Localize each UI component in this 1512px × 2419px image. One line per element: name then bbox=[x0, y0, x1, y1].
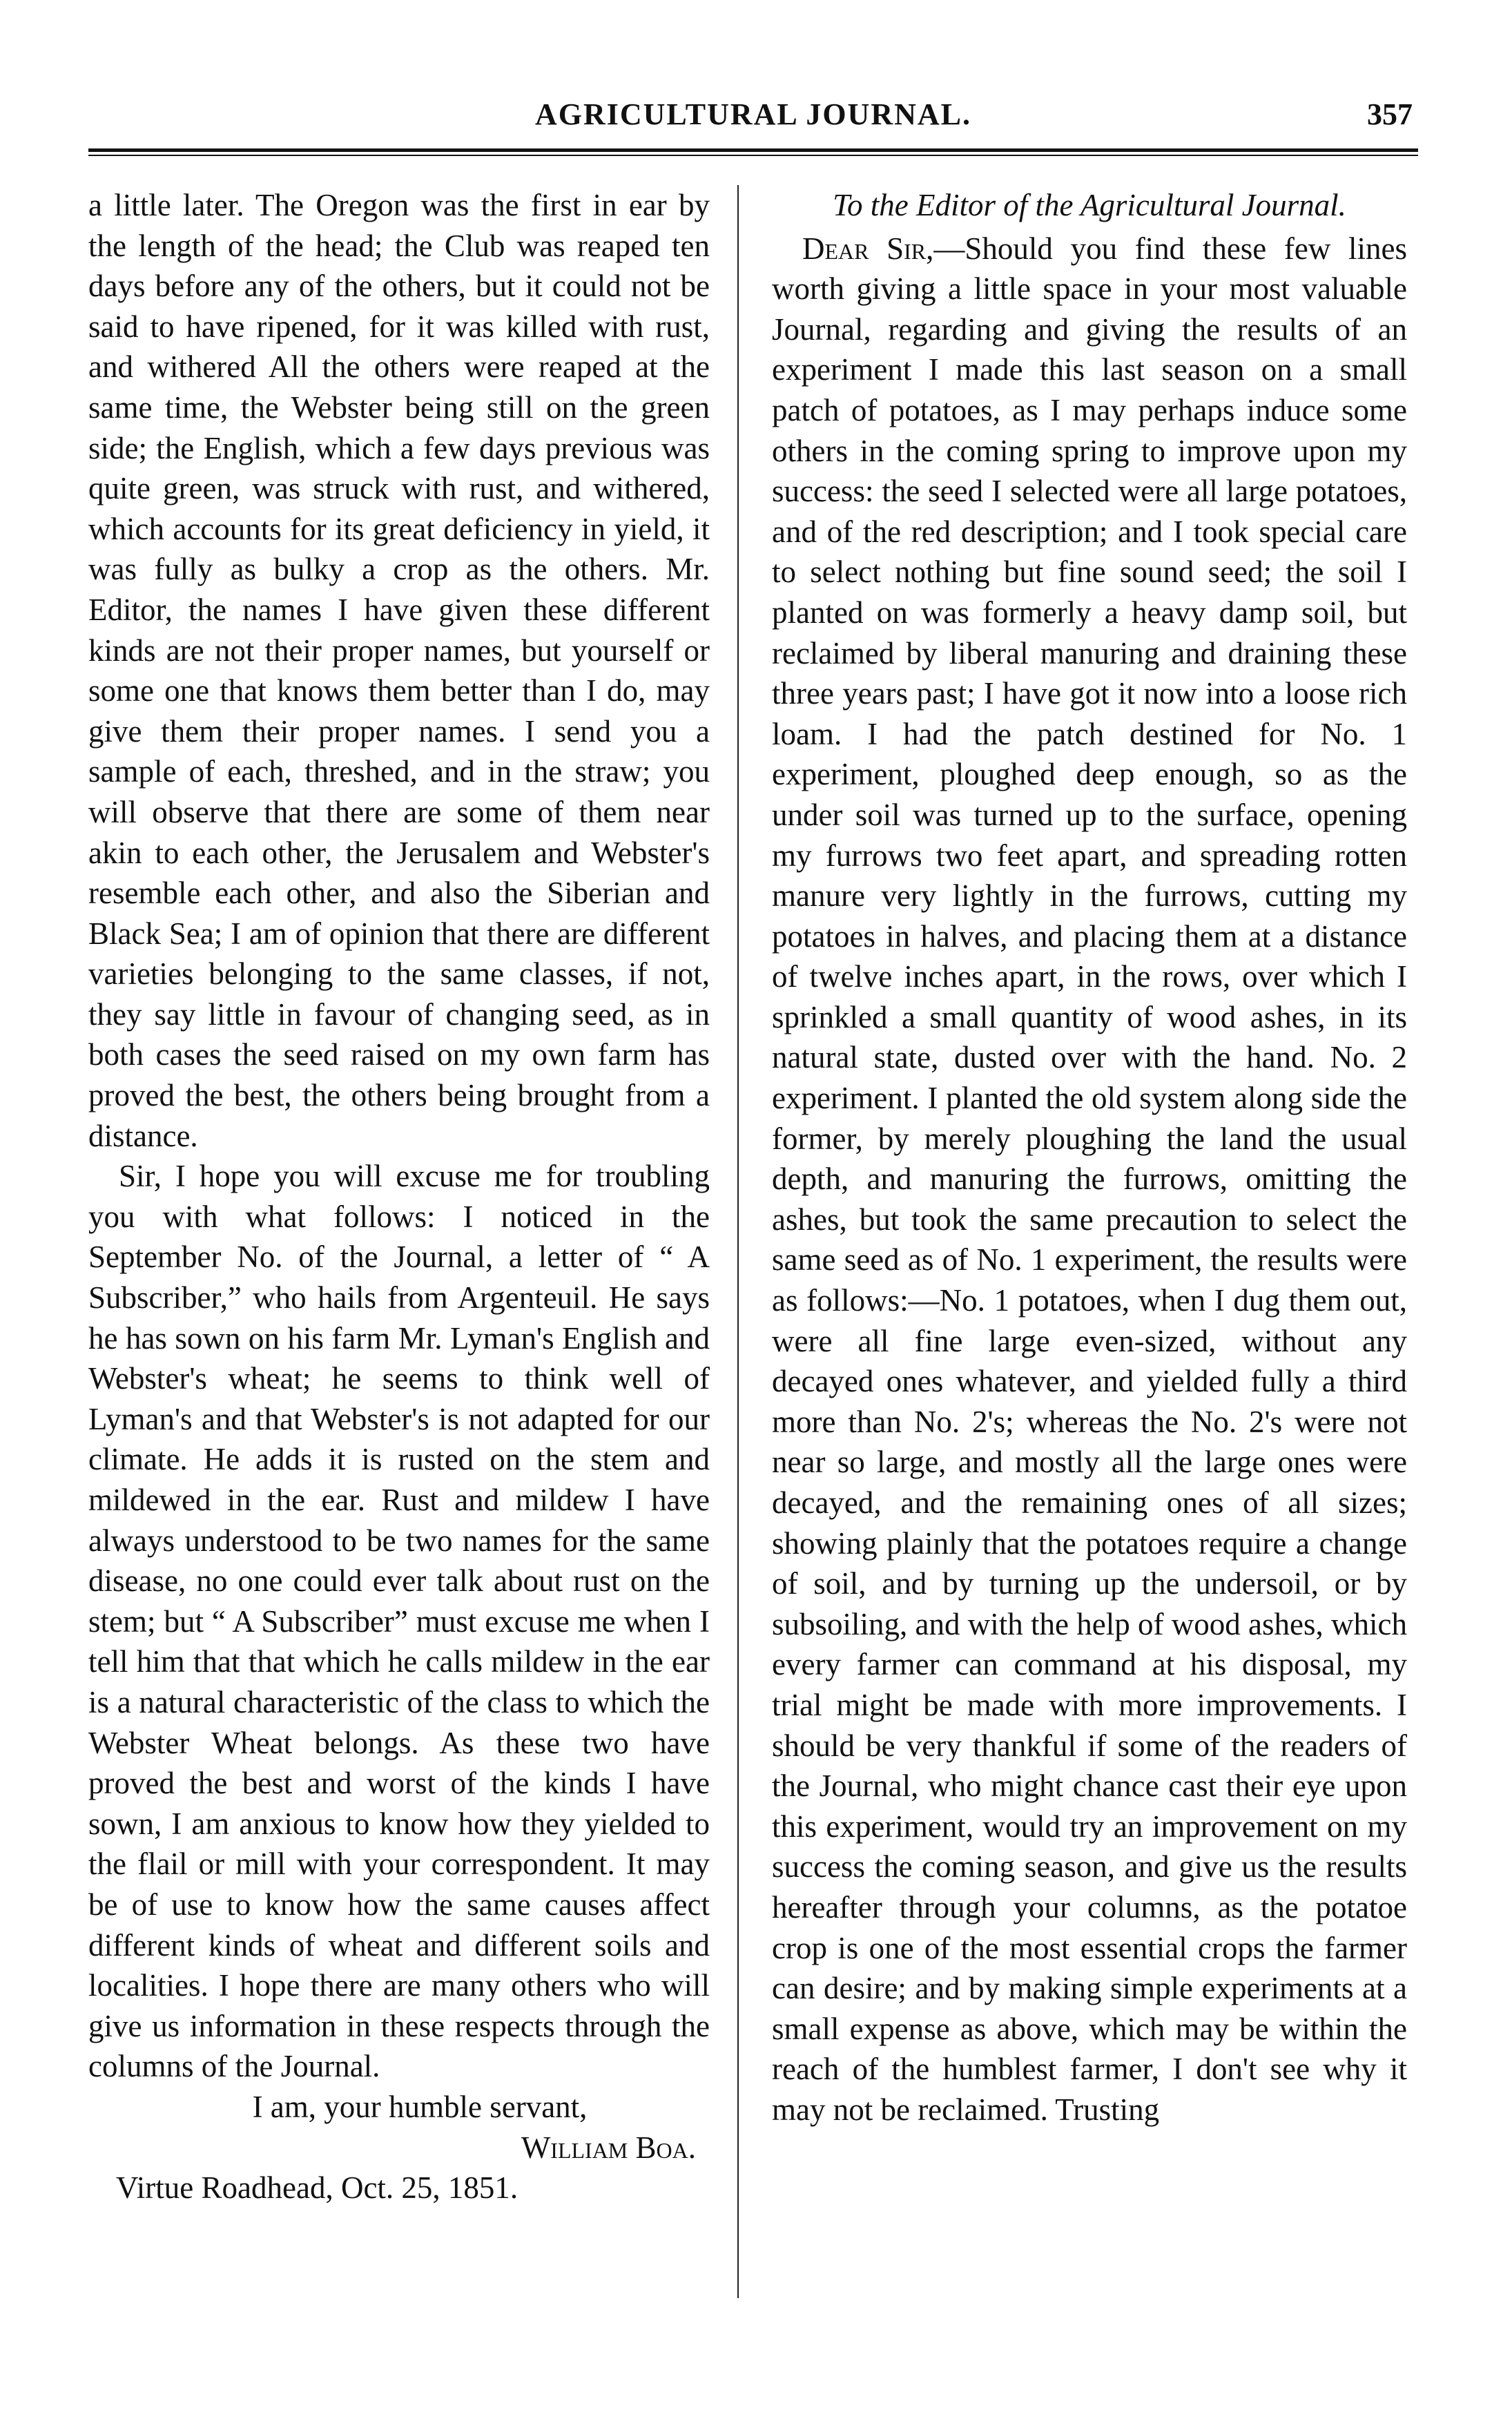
letter-closing: I am, your humble servant, bbox=[252, 2089, 588, 2124]
salutation: Dear Sir, bbox=[802, 231, 934, 266]
paragraph: Sir, I hope you will excuse me for troubling you with what follows: I noticed in the September No. of the Journal, a letter of “ A Subscriber,” who hails from Argenteuil. He says he has sown on his farm Mr. Lyman's English and Webster's wheat; he seems to think well of Lyman's and that Webster's is not adapted for our climate. He adds it is rusted on the stem and mildewed in the ear. Rust and mildew I have always understood to be two names for the same disease, no one could ever talk about rust on the stem; but “ A Subscriber” must excuse me when I tell him that that which he calls mildew in the ear is a natural characteristic of the class to which the Webster Wheat belongs. As these two have proved the best and worst of the kinds I have sown, I am anxious to know how they yielded to the flail or mill with your correspondent. It may be of use to know how the same causes affect different kinds of wheat and different soils and localities. I hope there are many others who will give us information in these respects through the columns of the Journal. bbox=[88, 1159, 710, 2084]
letter-signature: William Boa. bbox=[521, 2130, 696, 2165]
column-divider bbox=[737, 185, 739, 2298]
right-column bbox=[772, 185, 1407, 2130]
header-rule bbox=[88, 148, 1418, 152]
page-header bbox=[88, 97, 1418, 145]
page-number: 357 bbox=[1367, 97, 1413, 131]
paragraph: a little later. The Oregon was the first in ear by the length of the head; the Club was reaped ten days before any of the others, but it could not be said to have ripened, for it was killed with rust, and withered All the others were reaped at the same time, the Webster being still on the green side; the English, which a few days previous was quite green, was struck with rust, and withered, which accounts for its great deficiency in yield, it was fully as bulky a crop as the others. Mr. Editor, the names I have given these different kinds are not their proper names, but yourself or some one that knows them better than I do, may give them their proper names. I send you a sample of each, threshed, and in the straw; you will observe that there are some of them near akin to each other, the Jerusalem and Webster's resemble each other, and also the Siberian and Black Sea; I am of opinion that there are different varieties belonging to the same classes, if not, they say little in favour of changing seed, as in both cases the seed raised on my own farm has proved the best, the others being brought from a distance. bbox=[88, 188, 710, 1153]
letter-body: —Should you find these few lines worth giving a little space in your most valuable Journal, regarding and giving the results of an experiment I made this last season on a small patch of potatoes, as I may perhaps induce some others in the coming spring to improve upon my success: the seed I selected were all large potatoes, and of the red description; and I took special care to select nothing but fine sound seed; the soil I planted on was formerly a heavy damp soil, but reclaimed by liberal manuring and draining these three years past; I have got it now into a loose rich loam. I had the patch destined for No. 1 experiment, ploughed deep enough, so as the under soil was turned up to the surface, opening my furrows two feet apart, and spreading rotten manure very lightly in the furrows, cutting my potatoes in halves, and placing them at a distance of twelve inches apart, in the rows, over which I sprinkled a small quantity of wood ashes, in its natural state, dusted over with the hand. No. 2 experiment. I planted the old system along side the former, by merely ploughing the land the usual depth, and manuring the furrows, omitting the ashes, but took the same precaution to select the same seed as of No. 1 experiment, the results were as follows:—No. 1 potatoes, when I dug them out, were all fine large even-sized, without any decayed ones whatever, and yielded fully a third more than No. 2's; whereas the No. 2's were not near so large, and mostly all the large ones were decayed, and the remaining ones of all sizes; showing plainly that the potatoes require a change of soil, and by turning up the undersoil, or by subsoiling, and with the help of wood ashes, which every farmer can command at his disposal, my trial might be made with more improvements. I should be very thankful if some of the readers of the Journal, who might chance cast their eye upon this experiment, would try an improvement on my success the coming season, and give us the results hereafter through your columns, as the potatoe crop is one of the most essential crops the farmer can desire; and by making simple experiments at a small expense as above, which may be within the reach of the humblest farmer, I don't see why it may not be reclaimed. Trusting bbox=[772, 231, 1407, 2127]
letter-place-date: Virtue Roadhead, Oct. 25, 1851. bbox=[116, 2170, 518, 2206]
letter-heading: To the Editor of the Agricultural Journal. bbox=[833, 188, 1346, 222]
running-title: AGRICULTURAL JOURNAL. bbox=[534, 97, 972, 131]
left-column bbox=[88, 185, 710, 2208]
paragraph bbox=[772, 229, 1407, 2130]
header-rule-thin bbox=[88, 155, 1418, 156]
